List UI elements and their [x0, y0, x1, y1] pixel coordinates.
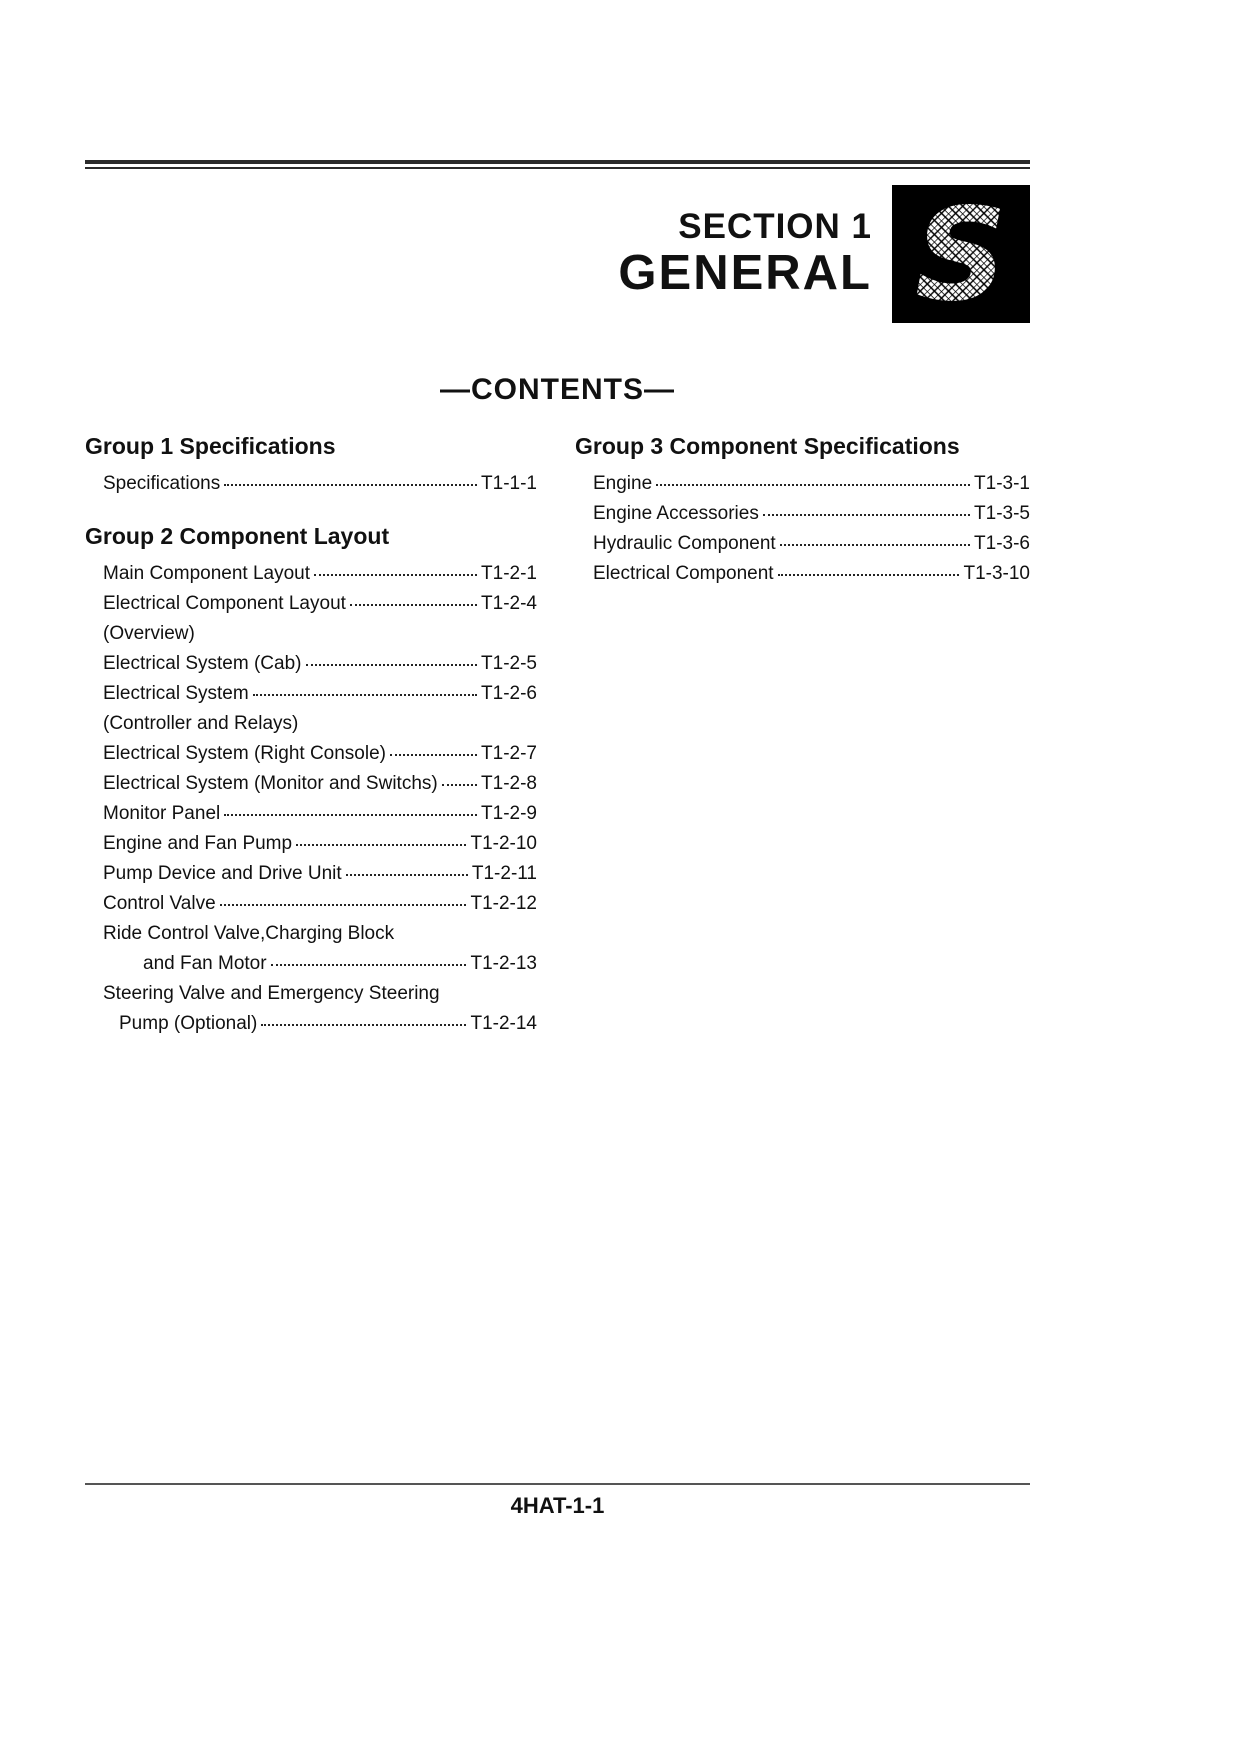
toc-entry [85, 469, 537, 499]
toc-entry-label: Pump Device and Drive Unit [103, 863, 342, 884]
toc-entry-label: Pump (Optional) [119, 1013, 258, 1034]
toc-dot-leader [346, 874, 468, 876]
toc-dot-leader [780, 544, 970, 546]
toc-entry-page: T1-2-13 [470, 953, 537, 974]
toc-entry-label: Steering Valve and Emergency Steering [103, 983, 440, 1004]
toc-entry-page: T1-2-9 [481, 803, 537, 824]
toc-entry-label: Electrical System (Right Console) [103, 743, 386, 764]
toc-entry [85, 799, 537, 829]
toc-dot-leader [390, 754, 477, 756]
toc-dot-leader [350, 604, 477, 606]
section-header [85, 185, 1030, 323]
toc-entry-page: T1-2-4 [481, 593, 537, 614]
toc-entry-page: T1-2-1 [481, 563, 537, 584]
toc-dot-leader [261, 1024, 466, 1026]
toc-entry [85, 889, 537, 919]
toc-entry-page: T1-1-1 [481, 473, 537, 494]
toc-entry [575, 529, 1030, 559]
toc-group-1 [85, 431, 537, 499]
toc-dot-leader [763, 514, 970, 516]
toc-entry [85, 1009, 537, 1039]
toc-entry [85, 739, 537, 769]
toc-entry-continuation [85, 709, 537, 739]
footer-doc-code: 4HAT-1-1 [510, 1493, 605, 1518]
toc-dot-leader [296, 844, 466, 846]
section-label: SECTION 1 [678, 206, 872, 246]
contents-title: —CONTENTS— [440, 373, 675, 406]
toc-entry-label: Main Component Layout [103, 563, 311, 584]
page-footer [85, 1483, 1030, 1519]
toc-entry-page: T1-3-1 [974, 473, 1030, 494]
section-title: GENERAL [618, 246, 872, 301]
toc-entry-label: Ride Control Valve,Charging Block [103, 923, 395, 944]
toc-entry-label: (Overview) [103, 623, 195, 644]
toc-entry-page: T1-2-7 [481, 743, 537, 764]
toc-entry-page: T1-3-5 [974, 503, 1030, 524]
group-title: Group 1 Specifications [85, 433, 336, 459]
toc-entry-label: Hydraulic Component [593, 533, 776, 554]
toc-dot-leader [656, 484, 970, 486]
toc-dot-leader [253, 694, 477, 696]
toc-column-left [85, 431, 537, 1039]
toc-entry-page: T1-2-11 [471, 863, 537, 884]
toc-group-3 [575, 431, 1030, 589]
toc-group-2 [85, 521, 537, 1039]
footer-rule [85, 1483, 1030, 1485]
toc-entry-label: (Controller and Relays) [103, 713, 299, 734]
toc-columns [85, 431, 1030, 1039]
toc-entry [575, 469, 1030, 499]
toc-entry-page: T1-2-10 [470, 833, 537, 854]
header-double-rule [85, 160, 1030, 169]
toc-entry-label: Monitor Panel [103, 803, 221, 824]
toc-entry [575, 499, 1030, 529]
toc-entry-label: Electrical Component [593, 563, 774, 584]
toc-column-right [575, 431, 1030, 1039]
toc-entry [85, 949, 537, 979]
toc-entry-label: Engine [593, 473, 653, 494]
toc-entry-label: Specifications [103, 473, 221, 494]
toc-entry-label: Electrical Component Layout [103, 593, 346, 614]
toc-entry-label: Electrical System [103, 683, 249, 704]
toc-entry-label: Electrical System (Monitor and Switchs) [103, 773, 438, 794]
toc-entry-page: T1-3-10 [963, 563, 1030, 584]
logo-letter: S [914, 185, 1008, 323]
toc-entry-continuation [85, 619, 537, 649]
brand-s-logo [892, 185, 1030, 323]
toc-entry-continuation [85, 919, 537, 949]
toc-dot-leader [306, 664, 478, 666]
toc-entry [85, 649, 537, 679]
toc-dot-leader [314, 574, 477, 576]
toc-entry-label: Engine Accessories [593, 503, 759, 524]
toc-entry [85, 679, 537, 709]
toc-dot-leader [778, 574, 960, 576]
toc-entry-label: and Fan Motor [143, 953, 267, 974]
toc-dot-leader [271, 964, 467, 966]
toc-dot-leader [224, 814, 477, 816]
toc-dot-leader [224, 484, 477, 486]
toc-entry-page: T1-3-6 [974, 533, 1030, 554]
toc-entry-label: Electrical System (Cab) [103, 653, 302, 674]
section-header-text [618, 207, 872, 301]
toc-entry-continuation [85, 979, 537, 1009]
toc-entry [85, 559, 537, 589]
toc-entry-page: T1-2-6 [481, 683, 537, 704]
toc-entry-page: T1-2-12 [470, 893, 537, 914]
page-content [85, 0, 1030, 1039]
toc-entry-page: T1-2-8 [481, 773, 537, 794]
toc-entry [85, 859, 537, 889]
toc-entry [85, 829, 537, 859]
group-title: Group 3 Component Specifications [575, 433, 960, 459]
toc-entry [575, 559, 1030, 589]
group-title: Group 2 Component Layout [85, 523, 390, 549]
toc-entry-page: T1-2-14 [470, 1013, 537, 1034]
toc-entry-page: T1-2-5 [481, 653, 537, 674]
toc-entry-label: Engine and Fan Pump [103, 833, 293, 854]
toc-entry [85, 769, 537, 799]
toc-entry [85, 589, 537, 619]
toc-entry-label: Control Valve [103, 893, 216, 914]
toc-dot-leader [442, 784, 477, 786]
toc-dot-leader [220, 904, 467, 906]
